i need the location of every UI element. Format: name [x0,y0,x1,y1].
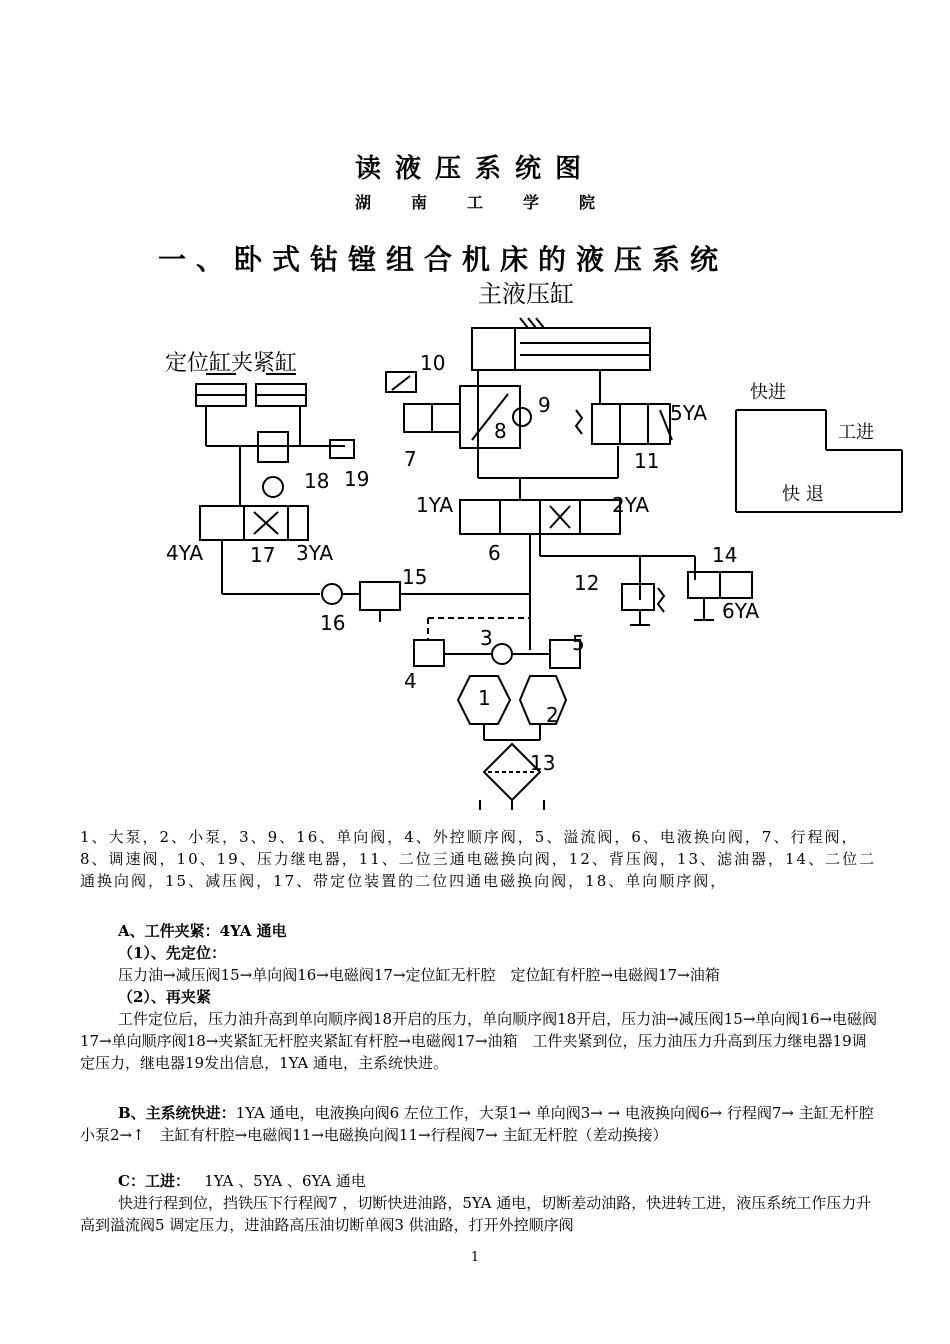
section-c-text: 快进行程到位，挡铁压下行程阀7 ，切断快进油路，5YA 通电，切断差动油路，快进转工进，液压系统工作压力升高到溢流阀5 调定压力，进油路高压油切断单阀3 供油路，打开外控顺序阀 [80,1194,872,1234]
section-a [80,920,880,1074]
section-b-heading: B、主系统快进： [118,1104,236,1122]
section-c [80,1170,880,1236]
section-b [80,1102,880,1146]
solenoid-4ya: 4YA [166,541,204,565]
section-a-p2: 工件定位后，压力油升高到单向顺序阀18开启的压力，单向顺序阀18开启，压力油→减压阀15→单向阀16→电磁阀17→单向顺序阀18→夹紧缸无杆腔夹紧缸有杆腔→电磁阀17→油箱 工件夹紧到位，压力油压力升高到压力继电器19调定压力，继电器19发出信息，1YA 通电，主系统快进。 [80,1010,878,1072]
main-cylinder-label: 主液压缸 [478,280,574,308]
section-c-heading: C：工进： [118,1172,190,1190]
label-9: 9 [538,393,551,417]
label-13: 13 [530,751,556,775]
label-5: 5 [572,631,585,655]
page-number: 1 [470,1250,480,1265]
section-heading: 一、卧式钻镗组合机床的液压系统 [158,243,729,276]
solenoid-2ya: 2YA [612,493,650,517]
label-11: 11 [634,449,660,473]
solenoid-1ya: 1YA [416,493,454,517]
cycle-work-feed: 工进 [838,422,874,443]
label-3: 3 [480,626,493,650]
label-19: 19 [344,467,370,491]
label-18: 18 [304,469,330,493]
section-b-text: 1YA 通电，电液换向阀6 左位工作，大泵1→ 单向阀3→ → 电液换向阀6→ 行程阀7→ 主缸无杆腔小泵2→↑ 主缸有杆腔→电磁阀11→电磁换向阀11→行程阀7→ 主缸无杆腔（差动换接） [80,1104,874,1144]
solenoid-3ya: 3YA [296,541,334,565]
document-title: 读液压系统图 [354,154,595,184]
label-14: 14 [712,543,738,567]
label-7: 7 [404,447,417,471]
label-12: 12 [574,571,600,595]
label-16: 16 [320,611,346,635]
section-a-p1: 压力油→减压阀15→单向阀16→电磁阀17→定位缸无杆腔 定位缸有杆腔→电磁阀17→油箱 [118,966,720,984]
label-8: 8 [494,419,507,443]
label-17: 17 [250,543,276,567]
author: 湖南工学院 [354,193,635,212]
hydraulic-diagram [0,270,950,810]
label-2: 2 [546,703,559,727]
label-1: 1 [478,686,491,710]
component-legend: 1、大泵，2、小泵，3、9、16、单向阀，4、外控顺序阀，5、溢流阀，6、电液换向阀，7、行程阀，8、调速阀，10、19、压力继电器，11、二位三通电磁换向阀，12、背压阀，13、滤油器，14、二位二通换向阀，15、减压阀，17、带定位装置的二位四通电磁换向阀，18、单向顺序阀， [80,828,877,890]
label-4: 4 [404,669,417,693]
solenoid-5ya: 5YA [670,401,708,425]
section-a-sub1: （1）、先定位： [118,944,226,962]
solenoid-6ya: 6YA [722,599,760,623]
section-c-heading-rest: 1YA 、5YA 、6YA 通电 [204,1172,366,1190]
clamp-cylinders-label: 定位缸夹紧缸 [165,351,298,376]
label-10: 10 [420,351,446,375]
cycle-fast-return: 快 退 [782,484,824,505]
cycle-fast-forward: 快进 [750,382,786,403]
label-15: 15 [402,565,428,589]
section-a-sub2: （2）、再夹紧 [118,988,211,1006]
section-a-heading: A、工件夹紧：4YA 通电 [118,922,287,940]
label-6: 6 [488,541,501,565]
